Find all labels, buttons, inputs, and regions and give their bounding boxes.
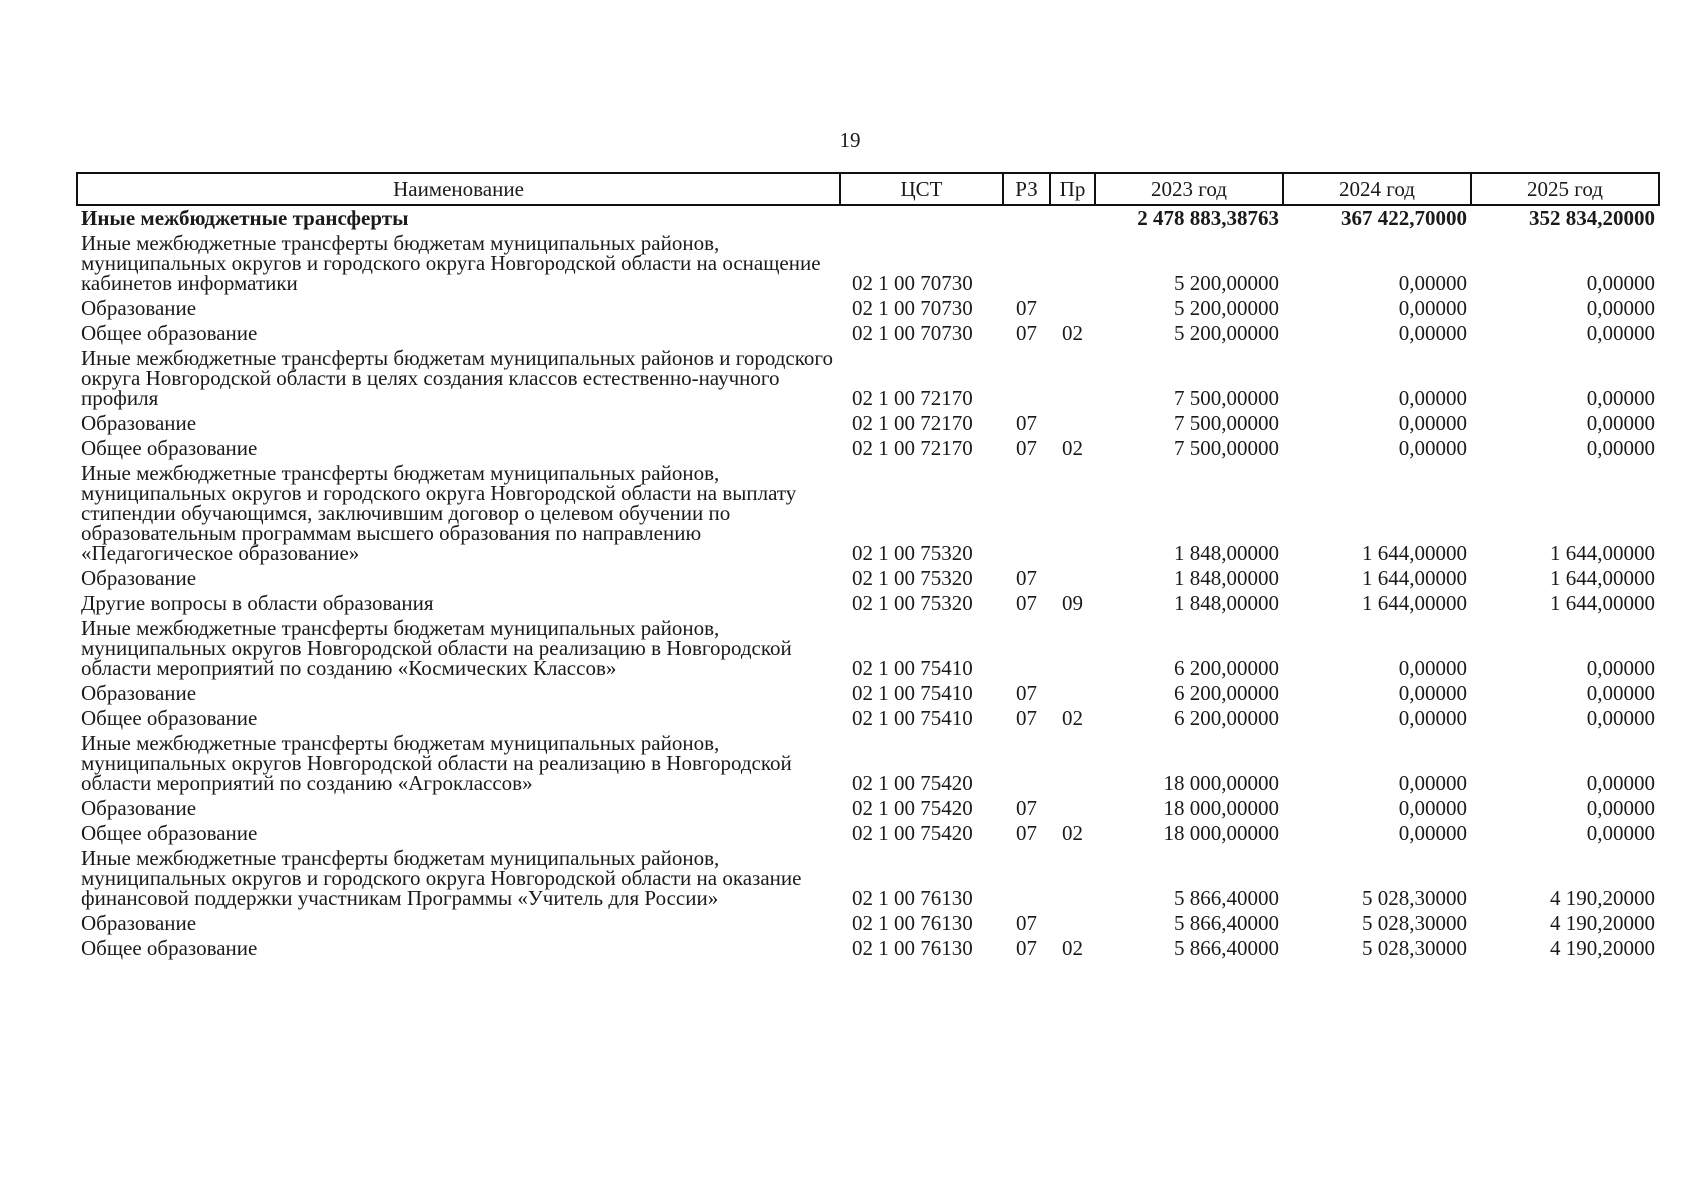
row-value-2024: 0,00000 (1398, 271, 1467, 295)
row-pr: 02 (1062, 436, 1083, 460)
row-value-2024: 0,00000 (1398, 796, 1467, 820)
row-cst: 02 1 00 72170 (852, 386, 973, 410)
row-value-2025: 0,00000 (1586, 681, 1655, 705)
row-value-2025: 0,00000 (1586, 411, 1655, 435)
row-value-2024: 0,00000 (1398, 436, 1467, 460)
row-name: Иные межбюджетные трансферты (81, 206, 409, 230)
row-cst: 02 1 00 75420 (852, 771, 973, 795)
table-row (77, 796, 1659, 821)
row-value-2023: 1 848,00000 (1174, 541, 1279, 565)
row-value-2024: 0,00000 (1398, 386, 1467, 410)
row-value-2024: 1 644,00000 (1362, 566, 1467, 590)
table-row (77, 321, 1659, 346)
row-pr (1050, 346, 1095, 411)
table-row (77, 411, 1659, 436)
row-name: Образование (81, 566, 197, 590)
header-cst: ЦСТ (840, 173, 1003, 205)
row-value-2023: 6 200,00000 (1174, 706, 1279, 730)
table-row (77, 231, 1659, 296)
header-name: Наименование (77, 173, 840, 205)
row-value-2024: 367 422,70000 (1341, 206, 1467, 230)
row-pr (1050, 911, 1095, 936)
row-pr (1050, 411, 1095, 436)
row-rz: 07 (1016, 936, 1037, 960)
row-value-2023: 6 200,00000 (1174, 681, 1279, 705)
row-name: Другие вопросы в области образования (81, 591, 434, 615)
row-value-2025: 0,00000 (1586, 321, 1655, 345)
table-row (77, 591, 1659, 616)
row-cst: 02 1 00 75410 (852, 656, 973, 680)
table-row (77, 296, 1659, 321)
row-cst: 02 1 00 76130 (852, 886, 973, 910)
row-value-2023: 5 200,00000 (1174, 271, 1279, 295)
row-value-2023: 2 478 883,38763 (1137, 206, 1279, 230)
table-row (77, 936, 1659, 961)
row-value-2025: 0,00000 (1586, 436, 1655, 460)
row-value-2025: 0,00000 (1586, 386, 1655, 410)
row-value-2025: 1 644,00000 (1550, 566, 1655, 590)
row-value-2023: 5 200,00000 (1174, 296, 1279, 320)
header-2025: 2025 год (1471, 173, 1659, 205)
row-value-2025: 1 644,00000 (1550, 591, 1655, 615)
row-rz: 07 (1016, 796, 1037, 820)
row-rz (1003, 731, 1050, 796)
row-value-2023: 1 848,00000 (1174, 591, 1279, 615)
row-value-2023: 6 200,00000 (1174, 656, 1279, 680)
budget-table (76, 172, 1660, 961)
table-row (77, 461, 1659, 566)
row-pr (1050, 231, 1095, 296)
row-rz (1003, 231, 1050, 296)
row-value-2024: 0,00000 (1398, 771, 1467, 795)
row-cst: 02 1 00 75420 (852, 796, 973, 820)
row-value-2025: 0,00000 (1586, 706, 1655, 730)
row-name: Общее образование (81, 321, 258, 345)
row-rz: 07 (1016, 706, 1037, 730)
row-rz: 07 (1016, 321, 1037, 345)
row-rz (1003, 461, 1050, 566)
row-name: Иные межбюджетные трансферты бюджетам муниципальных районов, муниципальных округов и городского округа Новгородской области на выплату стипендии обучающимся, заключившим договор о целевом обучении по образовательным программам высшего образования по направлению «Педагогическое образование» (81, 461, 797, 565)
row-name: Иные межбюджетные трансферты бюджетам муниципальных районов и городского округа Новгородской области в целях создания классов естественно-научного профиля (81, 346, 833, 410)
row-pr (1050, 846, 1095, 911)
row-pr (1050, 681, 1095, 706)
row-pr (1050, 796, 1095, 821)
row-cst: 02 1 00 75410 (852, 681, 973, 705)
row-value-2023: 7 500,00000 (1174, 411, 1279, 435)
row-value-2024: 5 028,30000 (1362, 936, 1467, 960)
row-pr (1050, 731, 1095, 796)
row-value-2025: 0,00000 (1586, 271, 1655, 295)
row-value-2025: 0,00000 (1586, 771, 1655, 795)
row-value-2024: 0,00000 (1398, 821, 1467, 845)
row-value-2023: 18 000,00000 (1163, 821, 1279, 845)
row-cst: 02 1 00 75410 (852, 706, 973, 730)
row-pr (1050, 205, 1095, 231)
row-value-2024: 0,00000 (1398, 296, 1467, 320)
table-row (77, 205, 1659, 231)
row-cst: 02 1 00 70730 (852, 271, 973, 295)
row-rz: 07 (1016, 296, 1037, 320)
row-value-2023: 18 000,00000 (1163, 796, 1279, 820)
row-name: Иные межбюджетные трансферты бюджетам муниципальных районов, муниципальных округов и городского округа Новгородской области на оказание финансовой поддержки участникам Программы «Учитель для России» (81, 846, 802, 910)
row-rz (1003, 205, 1050, 231)
header-rz: РЗ (1003, 173, 1050, 205)
row-value-2023: 5 200,00000 (1174, 321, 1279, 345)
row-value-2024: 5 028,30000 (1362, 886, 1467, 910)
row-value-2025: 4 190,20000 (1550, 911, 1655, 935)
table-row (77, 681, 1659, 706)
row-rz: 07 (1016, 821, 1037, 845)
table-row (77, 846, 1659, 911)
row-pr (1050, 566, 1095, 591)
table-row (77, 731, 1659, 796)
row-rz: 07 (1016, 911, 1037, 935)
row-value-2023: 7 500,00000 (1174, 436, 1279, 460)
row-value-2024: 0,00000 (1398, 681, 1467, 705)
table-row (77, 706, 1659, 731)
row-rz (1003, 846, 1050, 911)
header-pr: Пр (1050, 173, 1095, 205)
row-cst: 02 1 00 75320 (852, 541, 973, 565)
row-cst: 02 1 00 75320 (852, 566, 973, 590)
row-value-2024: 0,00000 (1398, 411, 1467, 435)
row-rz: 07 (1016, 411, 1037, 435)
row-value-2025: 0,00000 (1586, 821, 1655, 845)
row-value-2024: 0,00000 (1398, 706, 1467, 730)
row-pr (1050, 461, 1095, 566)
row-value-2023: 5 866,40000 (1174, 936, 1279, 960)
row-cst: 02 1 00 76130 (852, 911, 973, 935)
row-cst: 02 1 00 72170 (852, 411, 973, 435)
header-2023: 2023 год (1095, 173, 1283, 205)
row-value-2025: 4 190,20000 (1550, 886, 1655, 910)
row-name: Образование (81, 296, 197, 320)
row-pr: 02 (1062, 706, 1083, 730)
row-value-2024: 5 028,30000 (1362, 911, 1467, 935)
row-cst (840, 205, 1003, 231)
row-pr: 02 (1062, 821, 1083, 845)
row-value-2025: 0,00000 (1586, 796, 1655, 820)
row-value-2024: 0,00000 (1398, 656, 1467, 680)
row-value-2023: 5 866,40000 (1174, 886, 1279, 910)
row-name: Общее образование (81, 821, 258, 845)
table-row (77, 436, 1659, 461)
row-value-2025: 4 190,20000 (1550, 936, 1655, 960)
row-value-2023: 7 500,00000 (1174, 386, 1279, 410)
row-cst: 02 1 00 75320 (852, 591, 973, 615)
row-name: Общее образование (81, 706, 258, 730)
table-row (77, 566, 1659, 591)
row-value-2025: 1 644,00000 (1550, 541, 1655, 565)
row-value-2023: 1 848,00000 (1174, 566, 1279, 590)
table-body (77, 205, 1659, 961)
row-pr: 09 (1062, 591, 1083, 615)
row-pr (1050, 616, 1095, 681)
row-rz (1003, 616, 1050, 681)
row-cst: 02 1 00 70730 (852, 321, 973, 345)
row-pr: 02 (1062, 321, 1083, 345)
row-value-2024: 1 644,00000 (1362, 541, 1467, 565)
row-rz: 07 (1016, 566, 1037, 590)
row-cst: 02 1 00 76130 (852, 936, 973, 960)
table-row (77, 616, 1659, 681)
row-name: Образование (81, 681, 197, 705)
row-name: Образование (81, 911, 197, 935)
row-value-2025: 0,00000 (1586, 656, 1655, 680)
row-name: Иные межбюджетные трансферты бюджетам муниципальных районов, муниципальных округов и городского округа Новгородской области на оснащение кабинетов информатики (81, 231, 821, 295)
header-2024: 2024 год (1283, 173, 1471, 205)
row-pr: 02 (1062, 936, 1083, 960)
row-name: Иные межбюджетные трансферты бюджетам муниципальных районов, муниципальных округов Новгородской области на реализацию в Новгородской области мероприятий по созданию «Космических Классов» (81, 616, 792, 680)
row-name: Общее образование (81, 936, 258, 960)
row-pr (1050, 296, 1095, 321)
row-value-2023: 5 866,40000 (1174, 911, 1279, 935)
table-row (77, 346, 1659, 411)
row-rz: 07 (1016, 436, 1037, 460)
row-name: Образование (81, 796, 197, 820)
row-rz (1003, 346, 1050, 411)
row-name: Иные межбюджетные трансферты бюджетам муниципальных районов, муниципальных округов Новгородской области на реализацию в Новгородской области мероприятий по созданию «Агроклассов» (81, 731, 792, 795)
row-value-2024: 0,00000 (1398, 321, 1467, 345)
table-row (77, 911, 1659, 936)
row-value-2025: 0,00000 (1586, 296, 1655, 320)
page-number: 19 (839, 128, 861, 152)
row-rz: 07 (1016, 591, 1037, 615)
row-value-2025: 352 834,20000 (1529, 206, 1655, 230)
table-row (77, 821, 1659, 846)
row-name: Образование (81, 411, 197, 435)
row-name: Общее образование (81, 436, 258, 460)
row-value-2023: 18 000,00000 (1163, 771, 1279, 795)
row-rz: 07 (1016, 681, 1037, 705)
row-cst: 02 1 00 70730 (852, 296, 973, 320)
row-value-2024: 1 644,00000 (1362, 591, 1467, 615)
row-cst: 02 1 00 75420 (852, 821, 973, 845)
row-cst: 02 1 00 72170 (852, 436, 973, 460)
table-header (77, 173, 1659, 205)
